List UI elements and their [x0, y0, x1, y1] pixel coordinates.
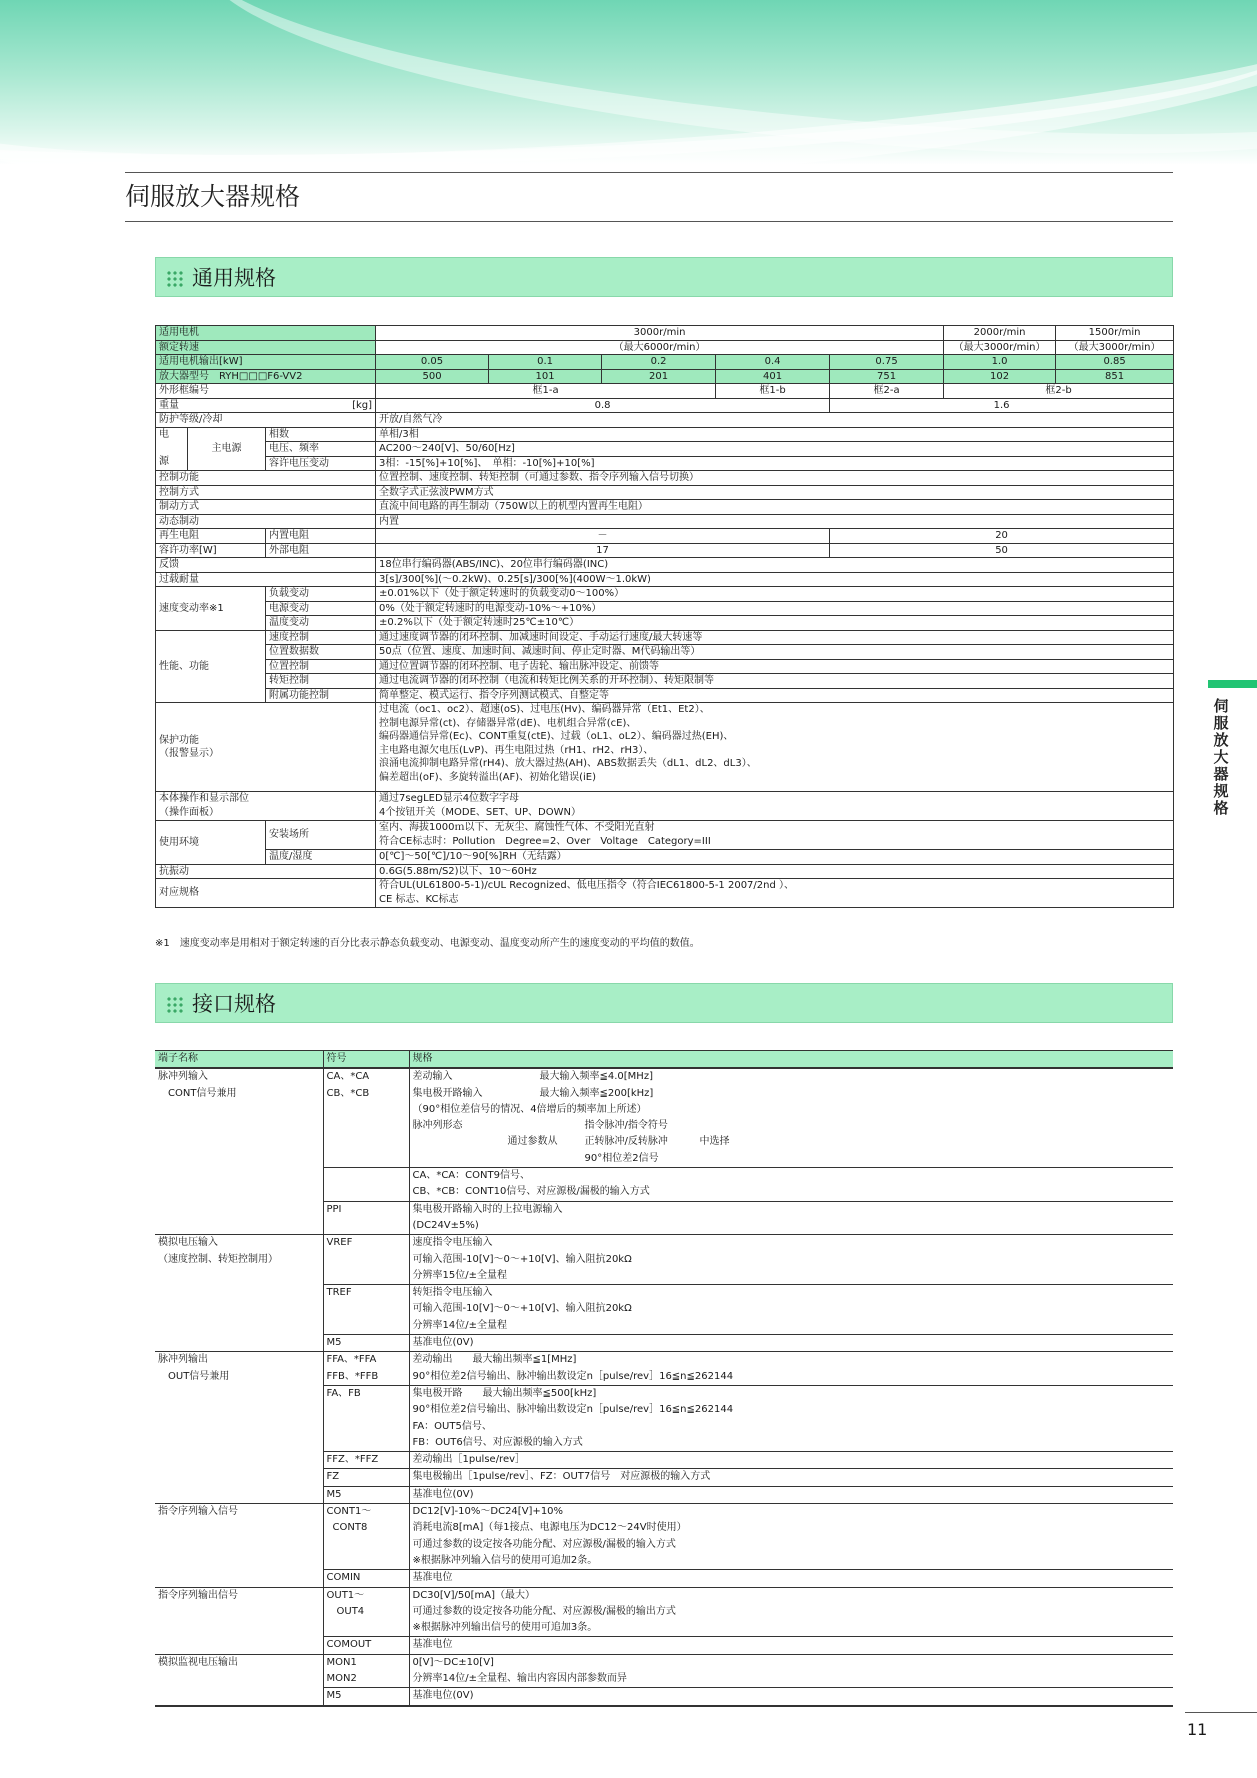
table-row: FFZ、*FFZ 差动输出［1pulse/rev］ [155, 1452, 1173, 1469]
page-number: 11 [1187, 1720, 1208, 1739]
table-row: 制动方式 直流中间电路的再生制动（750W以上的机型内置再生电阻） [156, 500, 1174, 515]
table-row: PPI 集电极开路输入时的上拉电源输入 (DC24V±5%) [155, 1201, 1173, 1235]
table-row: 外形框编号 框1-a 框1-b 框2-a 框2-b [156, 384, 1174, 399]
section-title: 接口规格 [192, 992, 276, 1016]
table-row: M5 基准电位(0V) [155, 1486, 1173, 1503]
table-row: 温度/湿度 0[℃]～50[℃]/10～90[%]RH（无结露） [156, 850, 1174, 865]
footnote: ※1 速度变动率是用相对于额定转速的百分比表示静态负载变动、电源变动、温度变动所产生的速度变动的平均值的数值。 [155, 938, 700, 949]
table-header: 端子名称 符号 规格 [155, 1051, 1173, 1069]
page-number-rule [1185, 1712, 1257, 1713]
interface-spec-table [155, 1050, 1173, 1707]
table-row: 适用电机 3000r/min 2000r/min 1500r/min [156, 326, 1174, 341]
table-row: 抗振动 0.6G(5.88m/S2)以下、10～60Hz [156, 864, 1174, 879]
table-row: 防护等级/冷却 开放/自然气冷 [156, 413, 1174, 428]
table-row: 脉冲列输入 CONT信号兼用 CA、*CA CB、*CB 差动输入 最大输入频率≦4.0[MHz] 集电极开路输入 最大输入频率≦200[kHz] （90°相位差信号的情况、4倍增后的频率加上所述） 脉冲列形态 指令脉冲/指令符号 通过参数从 正转脉冲/反转脉冲 中选择 90°相位差2信号 [155, 1068, 1173, 1167]
side-chapter-label: 伺 服 放 大 器 规 格 [1213, 697, 1229, 817]
table-row: 重量 [kg] 0.8 1.6 [156, 398, 1174, 413]
dots-icon [166, 270, 184, 288]
table-row: 反馈 18位串行编码器(ABS/INC)、20位串行编码器(INC) [156, 558, 1174, 573]
page-title: 伺服放大器规格 [125, 172, 1173, 222]
table-row: 速度变动率※1 负载变动 ±0.01%以下（处于额定转速时的负载变动0～100%） [156, 587, 1174, 602]
table-row: 指令序列输入信号 CONT1～ CONT8 DC12[V]-10%～DC24[V]+10% 消耗电流8[mA]（每1接点、电源电压为DC12～24V时使用） 可通过参数的设定按各功能分配、对应源极/漏极的输入方式 ※根据脉冲列输入信号的使用可追加2条。 [155, 1504, 1173, 1570]
table-row: 模拟监视电压输出 MON1 MON2 0[V]～DC±10[V] 分辨率14位/±全量程、输出内容因内部参数而异 [155, 1654, 1173, 1688]
table-row: 性能、功能 速度控制 通过速度调节器的闭环控制、加减速时间设定、手动运行速度/最大转速等 [156, 630, 1174, 645]
table-row: 模拟电压输入 （速度控制、转矩控制用） VREF 速度指令电压输入 可输入范围-10[V]～0～+10[V]、输入阻抗20kΩ 分辨率15位/±全量程 [155, 1235, 1173, 1285]
dots-icon [166, 996, 184, 1014]
table-row: 控制功能 位置控制、速度控制、转矩控制（可通过参数、指令序列输入信号切换） [156, 471, 1174, 486]
table-row: FA、FB 集电极开路 最大输出频率≦500[kHz] 90°相位差2信号输出、脉冲输出数设定n［pulse/rev］16≦n≦262144 FA：OUT5信号、 FB：OUT6信号、对应源极的输入方式 [155, 1385, 1173, 1451]
table-row: 适用电机输出[kW] 0.05 0.1 0.2 0.4 0.75 1.0 0.85 [156, 355, 1174, 370]
general-spec-table [155, 325, 1174, 908]
table-row: FZ 集电极输出［1pulse/rev］、FZ：OUT7信号 对应源极的输入方式 [155, 1469, 1173, 1486]
table-row: 温度变动 ±0.2%以下（处于额定转速时25℃±10℃） [156, 616, 1174, 631]
table-row: COMIN 基准电位 [155, 1570, 1173, 1587]
section-title: 通用规格 [192, 266, 276, 290]
side-accent-bar [1208, 680, 1257, 688]
table-row: M5 基准电位(0V) [155, 1335, 1173, 1352]
section-interface-spec [155, 983, 1173, 1023]
table-row: TREF 转矩指令电压输入 可输入范围-10[V]～0～+10[V]、输入阻抗20kΩ 分辨率14位/±全量程 [155, 1285, 1173, 1335]
table-row: 容许电压变动 3相：-15[%]+10[%]、 单相：-10[%]+10[%] [156, 456, 1174, 471]
table-row: 控制方式 全数字式正弦波PWM方式 [156, 485, 1174, 500]
table-row: 位置数据数 50点（位置、速度、加速时间、减速时间、停止定时器、M代码输出等） [156, 645, 1174, 660]
table-row: 放大器型号 RYH□□□F6-VV2 500 101 201 401 751 102 851 [156, 369, 1174, 384]
table-row: 电源变动 0%（处于额定转速时的电源变动-10%～+10%） [156, 601, 1174, 616]
table-row: 电压、频率 AC200～240[V]、50/60[Hz] [156, 442, 1174, 457]
table-row: 附属功能控制 简单整定、模式运行、指令序列测试模式、自整定等 [156, 688, 1174, 703]
table-row: 指令序列输出信号 OUT1～ OUT4 DC30[V]/50[mA]（最大） 可通过参数的设定按各功能分配、对应源极/漏极的输出方式 ※根据脉冲列输出信号的使用可追加3条。 [155, 1587, 1173, 1637]
table-row: 转矩控制 通过电流调节器的闭环控制（电流和转矩比例关系的开环控制）、转矩限制等 [156, 674, 1174, 689]
table-row: COMOUT 基准电位 [155, 1637, 1173, 1654]
table-row: 再生电阻 内置电阻 － 20 [156, 529, 1174, 544]
table-row: CA、*CA：CONT9信号、 CB、*CB：CONT10信号、对应源极/漏极的输入方式 [155, 1168, 1173, 1202]
table-row: 使用环境 安装场所 室内、海拔1000ｍ以下、无灰尘、腐蚀性气体、不受阳光直射 符合CE标志时：Pollution Degree=2、Over Voltage Category=III [156, 821, 1174, 850]
table-row: 保护功能 （报警显示） 过电流（oc1、oc2）、超速(oS)、过电压(Hv)、编码器异常（Et1、Et2）、 控制电源异常(ct)、存储器异常(dE)、电机组合异常(cE)、 编码器通信异常(Ec)、CONT重复(ctE)、过载（oL1、oL2）、编码器过热(EH)、 主电路电源欠电压(LvP)、再生电阻过热（rH1、rH2、rH3）、 浪涌电流抑制电路异常(rH4)、放大器过热(AH)、ABS数据丢失（dL1、dL2、dL3）、 偏差超出(oF)、多旋转溢出(AF)、初始化错误(iE) [156, 703, 1174, 792]
table-row: 位置控制 通过位置调节器的闭环控制、电子齿轮、输出脉冲设定、前馈等 [156, 659, 1174, 674]
table-row: 动态制动 内置 [156, 514, 1174, 529]
header-banner [0, 0, 1257, 165]
table-row: 脉冲列输出 OUT信号兼用 FFA、*FFA FFB、*FFB 差动输出 最大输出频率≦1[MHz] 90°相位差2信号输出、脉冲输出数设定n［pulse/rev］16≦n≦262144 [155, 1352, 1173, 1386]
table-row: 额定转速 （最大6000r/min） （最大3000r/min） （最大3000r/min） [156, 340, 1174, 355]
section-general-spec [155, 257, 1173, 297]
table-row: 电 源 主电源 相数 单相/3相 [156, 427, 1174, 442]
table-row: 过载耐量 3[s]/300[%](～0.2kW)、0.25[s]/300[%](400W～1.0kW) [156, 572, 1174, 587]
table-row: 容许功率[W] 外部电阻 17 50 [156, 543, 1174, 558]
table-row: 本体操作和显示部位 （操作面板） 通过7segLED显示4位数字字母 4个按钮开关（MODE、SET、UP、DOWN） [156, 792, 1174, 821]
table-row: 对应规格 符合UL(UL61800-5-1)/cUL Recognized、低电压指令（符合IEC61800-5-1 2007/2nd ）、 CE 标志、KC标志 [156, 879, 1174, 908]
table-row: M5 基准电位(0V) [155, 1688, 1173, 1706]
